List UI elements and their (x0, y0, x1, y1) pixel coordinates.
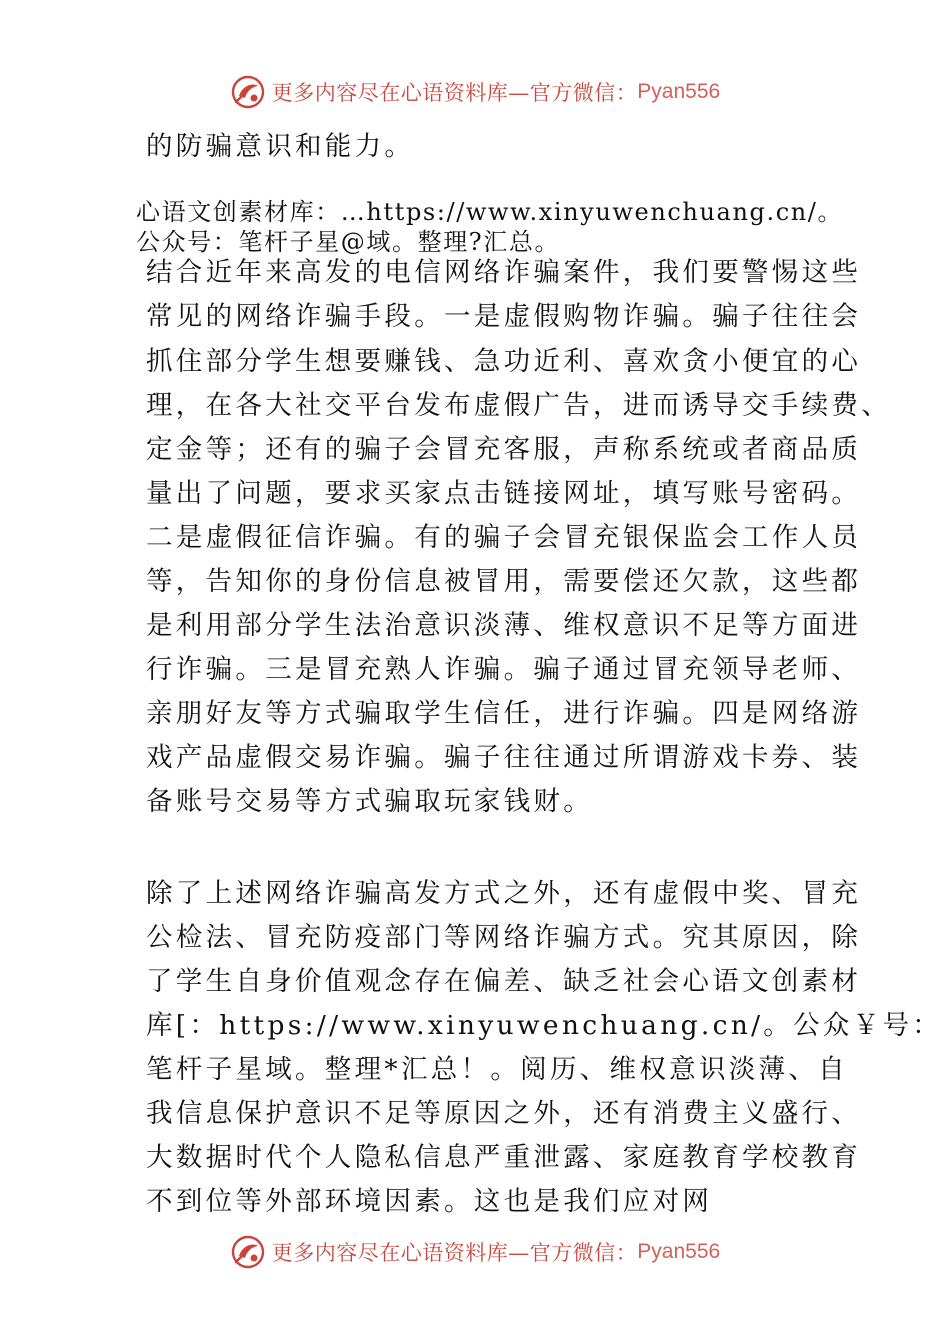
body-line: 除了上述网络诈骗高发方式之外，还有虚假中奖、冒充 (146, 878, 862, 909)
header-wechat-id: Pyan556 (637, 80, 721, 103)
body-line: 我信息保护意识不足等原因之外，还有消费主义盛行、 (146, 1098, 862, 1129)
header-banner-text: 更多内容尽在心语资料库—官方微信： (271, 81, 638, 105)
body-line: 不到位等外部环境因素。这也是我们应对网 (146, 1186, 713, 1217)
body-line: 戏产品虚假交易诈骗。骗子往往通过所谓游戏卡券、装 (146, 742, 862, 773)
footer-banner-text: 更多内容尽在心语资料库—官方微信： (271, 1241, 638, 1265)
body-line: 笔杆子星域。整理*汇总！。阅历、维权意识淡薄、自 (146, 1054, 848, 1085)
body-line: 库[：https://www.xinyuwenchuang.cn/。公众￥号： (146, 1010, 943, 1041)
body-line: 心语文创素材库：…https://www.xinyuwenchuang.cn/。 (136, 198, 844, 226)
footer-wechat-id: Pyan556 (637, 1240, 721, 1263)
footer-watermark-banner (0, 1232, 950, 1272)
header-watermark-banner (0, 72, 950, 112)
body-line: 公众号：笔杆子星@域。整理?汇总。 (136, 228, 561, 256)
body-line: 量出了问题，要求买家点击链接网址，填写账号密码。 (146, 478, 862, 509)
body-line: 行诈骗。三是冒充熟人诈骗。骗子通过冒充领导老师、 (146, 654, 862, 685)
body-line: 备账号交易等方式骗取玩家钱财。 (146, 786, 593, 817)
body-line: 二是虚假征信诈骗。有的骗子会冒充银保监会工作人员 (146, 522, 862, 553)
body-line: 抓住部分学生想要赚钱、急功近利、喜欢贪小便宜的心 (146, 346, 862, 377)
body-line: 等，告知你的身份信息被冒用，需要偿还欠款，这些都 (146, 566, 862, 597)
brand-logo-icon (230, 74, 266, 110)
body-line: 公检法、冒充防疫部门等网络诈骗方式。究其原因，除 (146, 922, 862, 953)
body-line: 常见的网络诈骗手段。一是虚假购物诈骗。骗子往往会 (146, 301, 862, 332)
body-line: 结合近年来高发的电信网络诈骗案件，我们要警惕这些 (146, 257, 862, 288)
body-line: 大数据时代个人隐私信息严重泄露、家庭教育学校教育 (146, 1142, 862, 1173)
body-line: 的防骗意识和能力。 (146, 131, 415, 162)
body-line: 理，在各大社交平台发布虚假广告，进而诱导交手续费、 (146, 390, 891, 421)
brand-logo-icon (230, 1234, 266, 1270)
body-line: 亲朋好友等方式骗取学生信任，进行诈骗。四是网络游 (146, 698, 862, 729)
body-line: 定金等；还有的骗子会冒充客服，声称系统或者商品质 (146, 434, 862, 465)
body-line: 了学生自身价值观念存在偏差、缺乏社会心语文创素材 (146, 966, 862, 997)
body-line: 是利用部分学生法治意识淡薄、维权意识不足等方面进 (146, 610, 862, 641)
